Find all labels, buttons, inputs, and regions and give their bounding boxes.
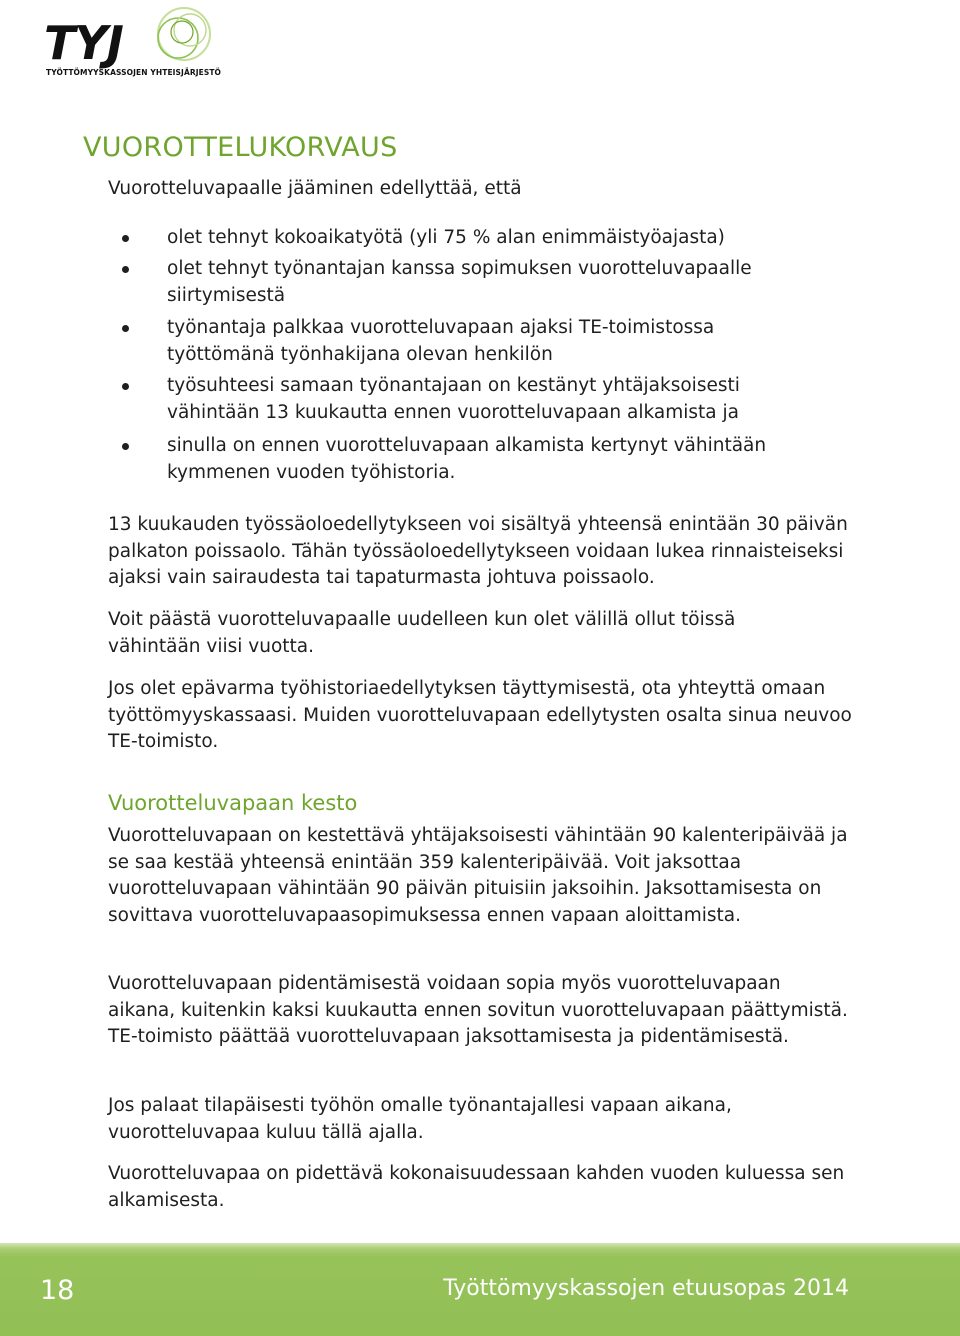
section-heading: Vuorotteluvapaan kesto: [108, 791, 358, 815]
footer-title: Työttömyyskassojen etuusopas 2014: [443, 1276, 849, 1301]
paragraph: Vuorotteluvapaan pidentämisestä voidaan sopia myös vuorotteluvapaan aikana, kuitenkin kaksi kuukautta ennen sovitun vuorotteluvapaan päättymistä. TE-toimisto päättää vuorotteluvapaan jaksottamisesta ja pidentämisestä.: [108, 973, 848, 1048]
bullet-icon: [122, 383, 129, 390]
list-item: [108, 256, 868, 310]
bullet-icon: [122, 443, 129, 450]
list-item-text: sinulla on ennen vuorotteluvapaan alkamista kertynyt vähintään kymmenen vuoden työhistoria.: [167, 435, 767, 483]
list-item: [108, 315, 868, 369]
bullet-icon: [122, 325, 129, 332]
list-item: [108, 373, 868, 427]
paragraph: Vuorotteluvapaa on pidettävä kokonaisuudessaan kahden vuoden kuluessa sen alkamisesta.: [108, 1163, 845, 1211]
bullet-icon: [122, 266, 129, 273]
paragraph: Vuorotteluvapaan on kestettävä yhtäjaksoisesti vähintään 90 kalenteripäivää ja se saa kestää yhteensä enintään 359 kalenteripäivää. Voit jaksottaa vuorotteluvapaan vähintään 90 päivän pituisiin jaksoihin. Jaksottamisesta on sovittava vuorotteluvapaasopimuksessa ennen vapaan aloittamista.: [108, 825, 848, 926]
list-item: [108, 433, 868, 487]
logo: [44, 4, 222, 84]
logo-wordmark: TYJ: [44, 16, 123, 70]
list-item-text: työnantaja palkkaa vuorotteluvapaan ajaksi TE-toimistossa työttömänä työnhakijana olevan henkilön: [167, 317, 715, 365]
paragraph: Jos olet epävarma työhistoriaedellytyksen täyttymisestä, ota yhteyttä omaan työttömyyskassaasi. Muiden vuorotteluvapaan edellytysten osalta sinua neuvoo TE-toimisto.: [108, 678, 852, 753]
page-title: VUOROTTELUKORVAUS: [83, 132, 398, 163]
paragraph: Jos palaat tilapäisesti työhön omalle työnantajallesi vapaan aikana, vuorotteluvapaa kuluu tällä ajalla.: [108, 1095, 732, 1143]
list-item-text: työsuhteesi samaan työnantajaan on kestänyt yhtäjaksoisesti vähintään 13 kuukautta ennen vuorotteluvapaan alkamista ja: [167, 375, 740, 423]
logo-tagline: TYÖTTÖMYYSKASSOJEN YHTEISJÄRJESTÖ: [46, 68, 222, 77]
list-item-text: olet tehnyt työnantajan kanssa sopimuksen vuorotteluvapaalle siirtymisestä: [167, 258, 752, 306]
list-item: [108, 225, 868, 252]
intro-text: Vuorotteluvapaalle jääminen edellyttää, että: [108, 178, 522, 199]
logo-rings-icon: [152, 4, 216, 66]
bullet-icon: [122, 235, 129, 242]
paragraph: 13 kuukauden työssäoloedellytykseen voi sisältyä yhteensä enintään 30 päivän palkaton poissaolo. Tähän työssäoloedellytykseen voidaan lukea rinnaisteiseksi ajaksi vain sairaudesta tai tapaturmasta johtuva poissaolo.: [108, 514, 848, 589]
page-number: 18: [40, 1275, 75, 1306]
list-item-text: olet tehnyt kokoaikatyötä (yli 75 % alan enimmäistyöajasta): [167, 227, 725, 248]
paragraph: Voit päästä vuorotteluvapaalle uudelleen kun olet välillä ollut töissä vähintään viisi vuotta.: [108, 609, 736, 657]
